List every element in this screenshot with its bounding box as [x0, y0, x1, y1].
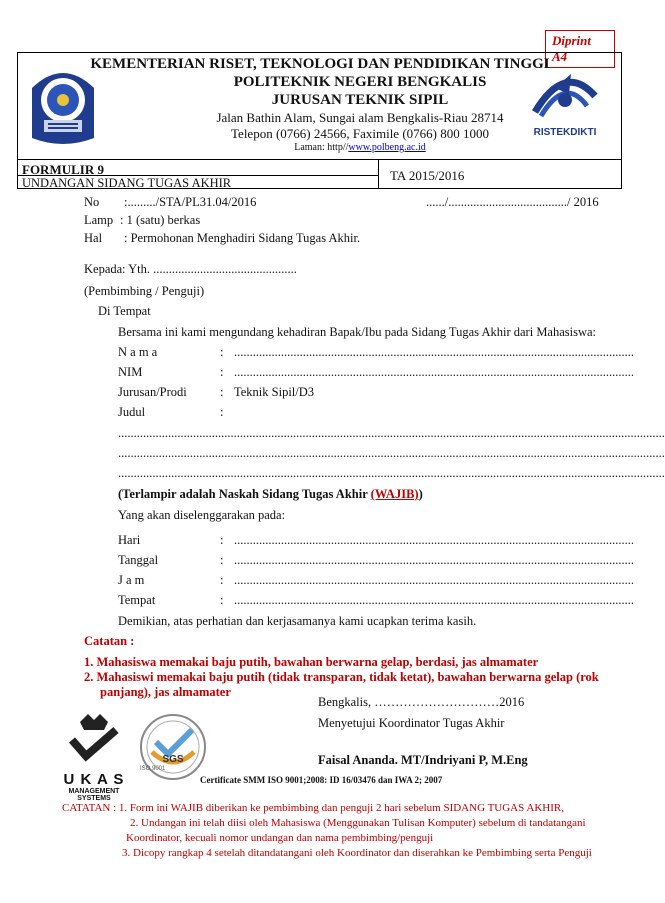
attachment-suffix: ): [418, 487, 423, 501]
attachment-prefix: (Terlampir adalah Naskah Sidang Tugas Akhir: [118, 487, 371, 501]
judul-line-1: ...............................................................................................................................................................................: [118, 426, 665, 440]
catatan-item-1: 1. Mahasiswa memakai baju putih, bawahan berwarna gelap, berdasi, jas almamater: [84, 655, 539, 669]
form-subtitle: UNDANGAN SIDANG TUGAS AKHIR: [22, 176, 232, 190]
intro-text: Bersama ini kami mengundang kehadiran Bapak/Ibu pada Sidang Tugas Akhir dari Mahasiswa:: [118, 325, 597, 339]
field-nama-value: ................................................................................................................................: [234, 345, 634, 359]
field-jam-label: J a m: [118, 573, 145, 587]
lamp-label: Lamp: [84, 213, 114, 227]
judul-line-3: ...............................................................................................................................................................................: [118, 466, 665, 480]
approval-text: Menyetujui Koordinator Tugas Akhir: [318, 716, 505, 730]
address: Jalan Bathin Alam, Sungai alam Bengkalis-Riau 28714: [216, 110, 504, 125]
ukas-text: U K A S: [63, 771, 125, 788]
date-value: ....../....................................../ 2016: [426, 195, 599, 209]
field-tanggal-colon: :: [220, 553, 224, 567]
ukas-systems: SYSTEMS: [77, 795, 111, 802]
phone: Telepon (0766) 24566, Faximile (0766) 800 1000: [231, 126, 489, 141]
field-hari-colon: :: [220, 533, 224, 547]
field-nim-value: ................................................................................................................................: [234, 365, 634, 379]
catatan-title: Catatan :: [84, 634, 135, 648]
department-title: JURUSAN TEKNIK SIPIL: [271, 92, 449, 108]
stamp-line-1: Diprint: [552, 33, 592, 48]
schedule-intro: Yang akan diselenggarakan pada:: [118, 508, 286, 522]
hal-label: Hal: [84, 231, 103, 245]
iso-text: ISO 9001: [140, 766, 166, 772]
closing-text: Demikian, atas perhatian dan kerjasamanya kami ucapkan terima kasih.: [118, 614, 477, 628]
field-tempat-label: Tempat: [118, 593, 156, 607]
institution-title: POLITEKNIK NEGERI BENGKALIS: [233, 74, 487, 90]
coordinator-name: Faisal Ananda. MT/Indriyani P, M.Eng: [318, 753, 528, 767]
hal-value: : Permohonan Menghadiri Sidang Tugas Akhir.: [124, 231, 361, 245]
form-header: [17, 159, 622, 189]
field-tanggal-value: ................................................................................................................................: [234, 553, 634, 567]
place-date: Bengkalis, …………………………2016: [318, 695, 525, 709]
field-hari-label: Hari: [118, 533, 141, 547]
field-judul-colon: :: [220, 405, 224, 419]
field-judul-label: Judul: [118, 405, 146, 419]
field-prodi-label: Jurusan/Prodi: [118, 385, 187, 399]
field-tanggal-label: Tanggal: [118, 553, 159, 567]
ministry-title: KEMENTERIAN RISET, TEKNOLOGI DAN PENDIDIKAN TINGGI: [90, 56, 550, 72]
footer-note-2: 2. Undangan ini telah diisi oleh Mahasiswa (Menggunakan Tulisan Komputer) sebelum di tandatangani: [130, 817, 586, 829]
field-prodi-colon: :: [220, 385, 224, 399]
field-hari-value: ................................................................................................................................: [234, 533, 634, 547]
kepada-label: Kepada: [84, 262, 123, 276]
website-prefix: Laman: http//: [294, 142, 349, 153]
judul-line-2: ...............................................................................................................................................................................: [118, 446, 665, 460]
kepada-value: : Yth. ..............................................: [122, 262, 297, 276]
sgs-iso-logo: [138, 712, 208, 782]
crown-check-icon: [58, 710, 130, 766]
attachment-note: [118, 487, 423, 502]
field-nim-label: NIM: [118, 365, 143, 379]
website-link[interactable]: www.polbeng.ac.id: [348, 142, 426, 153]
website-line: [100, 142, 620, 153]
certificate-line: Certificate SMM ISO 9001;2008: ID 16/03476 dan IWA 2; 2007: [200, 775, 443, 785]
footer-note-4: 3. Dicopy rangkap 4 setelah ditandatangani oleh Koordinator dan diserahkan ke Pembimbing serta Penguji: [122, 847, 592, 859]
no-value: :........./STA/PL31.04/2016: [124, 195, 257, 209]
sgs-text: SGS: [162, 754, 184, 765]
field-nama-label: N a m a: [118, 345, 158, 359]
catatan-item-2-cont: panjang), jas almamater: [100, 685, 231, 699]
form-divider-v: [378, 160, 379, 188]
stamp-line-2: A4: [552, 49, 568, 64]
field-jam-colon: :: [220, 573, 224, 587]
field-tempat-value: ................................................................................................................................: [234, 593, 634, 607]
catatan-item-2: 2. Mahasiswi memakai baju putih (tidak transparan, tidak ketat), bawahan berwarna gelap (rok: [84, 670, 599, 684]
recipient-role: (Pembimbing / Penguji): [84, 284, 205, 298]
attachment-required: (WAJIB): [370, 487, 419, 501]
field-jam-value: ................................................................................................................................: [234, 573, 634, 587]
field-nama-colon: :: [220, 345, 224, 359]
field-tempat-colon: :: [220, 593, 224, 607]
form-number: FORMULIR 9: [22, 162, 104, 177]
ristekdikti-logo-text: RISTEKDIKTI: [533, 127, 597, 138]
footer-note-1: CATATAN : 1. Form ini WAJIB diberikan ke pembimbing dan penguji 2 hari sebelum SIDANG TUGAS AKHIR,: [62, 802, 564, 814]
ukas-logo: [58, 710, 130, 802]
di-tempat: Di Tempat: [98, 304, 151, 318]
academic-year: TA 2015/2016: [390, 168, 465, 183]
ukas-management: MANAGEMENT: [68, 788, 120, 795]
field-prodi-value: Teknik Sipil/D3: [234, 385, 315, 399]
no-label: No: [84, 195, 100, 209]
footer-note-3: Koordinator, kecuali nomor undangan dan nama pembimbing/penguji: [126, 832, 434, 844]
lamp-value: : 1 (satu) berkas: [120, 213, 201, 227]
field-nim-colon: :: [220, 365, 224, 379]
